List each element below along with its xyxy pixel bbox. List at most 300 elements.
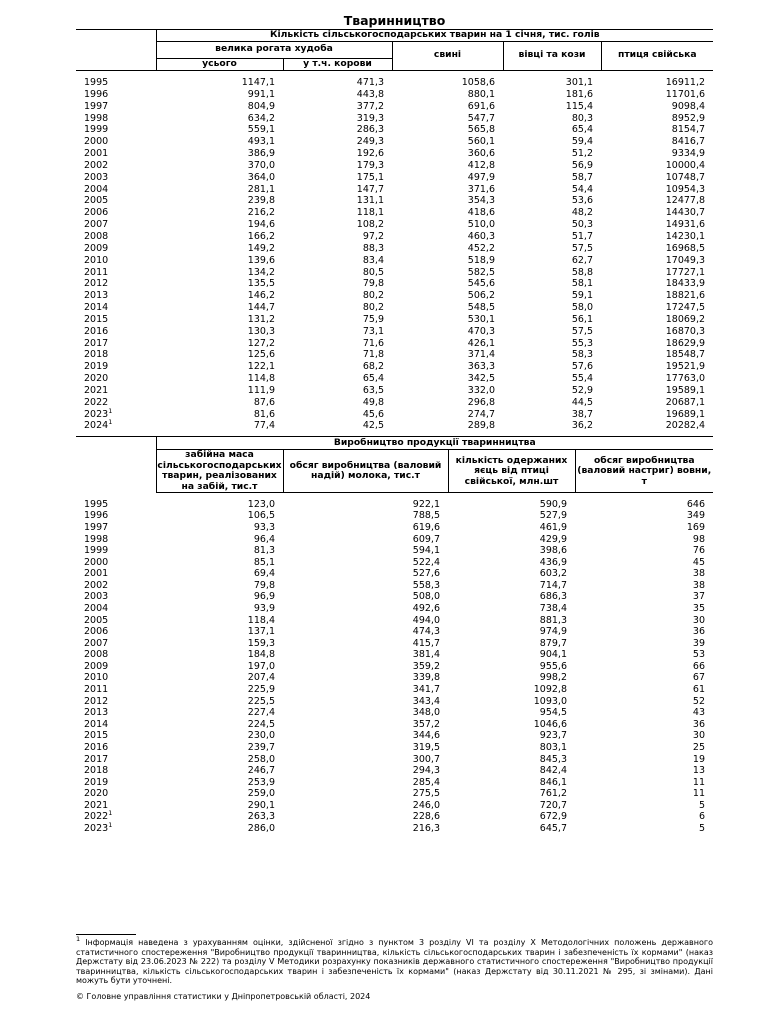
year-label: 2022 (84, 396, 109, 408)
value-cell: 127,2 (247, 337, 275, 349)
table-row (76, 207, 713, 219)
table-row (76, 823, 713, 835)
value-cell: 691,6 (467, 100, 495, 112)
year-cell (76, 811, 156, 823)
poultry-header: птиця свійська (601, 41, 713, 70)
slaughter-weight-header: забійна маса сільськогосподарських тварин, реалізованих на забій, тис.т (157, 449, 282, 492)
milk-header: обсяг виробництва (валовий надій) молока, тис.т (283, 450, 448, 493)
value-cell: 45 (692, 556, 705, 568)
value-cell: 497,9 (467, 171, 495, 183)
value-cell: 788,5 (412, 510, 440, 522)
year-cell (76, 788, 156, 800)
value-cell: 881,3 (539, 614, 567, 626)
value-cell: 38,7 (571, 408, 593, 420)
year-label: 2023 (84, 408, 109, 420)
year-cell (76, 267, 156, 279)
value-cell: 290,1 (247, 799, 275, 811)
year-cell (76, 545, 156, 557)
value-cell: 52,9 (571, 384, 593, 396)
value-cell: 761,2 (539, 788, 567, 800)
year-label: 1997 (84, 521, 109, 533)
value-cell: 194,6 (247, 219, 275, 231)
year-cell (76, 101, 156, 113)
year-label: 2006 (84, 207, 109, 219)
value-cell: 19 (692, 753, 705, 765)
value-cell: 14931,6 (665, 219, 706, 231)
value-cell: 96,4 (253, 533, 275, 545)
table-row (76, 255, 713, 267)
value-cell: 357,2 (412, 718, 440, 730)
value-cell: 12477,8 (665, 195, 706, 207)
value-cell: 558,3 (412, 579, 440, 591)
year-cell (76, 148, 156, 160)
value-cell: 285,4 (412, 776, 440, 788)
value-cell: 227,4 (247, 707, 275, 719)
table-row (76, 591, 713, 603)
value-cell: 25 (692, 741, 705, 753)
table-row (76, 510, 713, 522)
year-header-cell (76, 437, 156, 493)
value-cell: 106,5 (247, 510, 275, 522)
value-cell: 181,6 (565, 88, 593, 100)
table-row (76, 326, 713, 338)
value-cell: 545,6 (467, 278, 495, 290)
year-label: 2021 (84, 799, 109, 811)
value-cell: 51,7 (571, 230, 593, 242)
value-cell: 332,0 (467, 384, 495, 396)
value-cell: 415,7 (412, 637, 440, 649)
value-cell: 259,0 (247, 788, 275, 800)
year-label: 2016 (84, 741, 109, 753)
value-cell: 363,3 (467, 361, 495, 373)
value-cell: 57,5 (571, 325, 593, 337)
value-cell: 130,3 (247, 325, 275, 337)
footnote-ref: 1 (108, 821, 113, 829)
year-cell (76, 672, 156, 684)
year-label: 2002 (84, 159, 109, 171)
value-cell: 69,4 (253, 568, 275, 580)
table-row (76, 373, 713, 385)
value-cell: 508,0 (412, 591, 440, 603)
table-row (76, 649, 713, 661)
value-cell: 19589,1 (665, 384, 706, 396)
value-cell: 492,6 (412, 603, 440, 615)
value-cell: 61 (692, 684, 705, 696)
value-cell: 228,6 (412, 811, 440, 823)
table-row (76, 338, 713, 350)
value-cell: 364,0 (247, 171, 275, 183)
value-cell: 44,5 (571, 396, 593, 408)
year-cell (76, 777, 156, 789)
year-cell (76, 243, 156, 255)
value-cell: 803,1 (539, 741, 567, 753)
value-cell: 341,7 (412, 684, 440, 696)
year-cell (76, 568, 156, 580)
value-cell: 590,9 (539, 498, 567, 510)
value-cell: 246,7 (247, 765, 275, 777)
year-cell (76, 754, 156, 766)
value-cell: 53,6 (571, 195, 593, 207)
year-cell (76, 326, 156, 338)
value-cell: 59,1 (571, 290, 593, 302)
year-label: 2024 (84, 420, 109, 432)
value-cell: 470,3 (467, 325, 495, 337)
value-cell: 131,2 (247, 313, 275, 325)
value-cell: 493,1 (247, 136, 275, 148)
year-label: 2000 (84, 136, 109, 148)
value-cell: 80,2 (362, 302, 384, 314)
value-cell: 527,6 (412, 568, 440, 580)
value-cell: 904,1 (539, 649, 567, 661)
year-label: 2014 (84, 302, 109, 314)
value-cell: 80,2 (362, 290, 384, 302)
year-label: 2006 (84, 626, 109, 638)
value-cell: 559,1 (247, 124, 275, 136)
footnote-ref: 1 (108, 809, 113, 818)
footnote (76, 934, 713, 986)
value-cell: 418,6 (467, 207, 495, 219)
value-cell: 71,8 (362, 349, 384, 361)
year-cell (76, 219, 156, 231)
value-cell: 8416,7 (671, 136, 706, 148)
value-cell: 58,1 (571, 278, 593, 290)
value-cell: 955,6 (539, 660, 567, 672)
value-cell: 426,1 (467, 337, 495, 349)
year-label: 2020 (84, 788, 109, 800)
value-cell: 249,3 (356, 136, 384, 148)
table-row (76, 148, 713, 160)
value-cell: 436,9 (539, 556, 567, 568)
year-label: 2015 (84, 730, 109, 742)
table-row (76, 557, 713, 569)
value-cell: 118,1 (356, 207, 384, 219)
year-label: 2009 (84, 242, 109, 254)
year-cell (76, 800, 156, 812)
year-label: 2020 (84, 373, 109, 385)
year-cell (76, 397, 156, 409)
table-row (76, 231, 713, 243)
year-cell (76, 603, 156, 615)
value-cell: 98 (692, 533, 705, 545)
value-cell: 37 (692, 591, 705, 603)
value-cell: 1093,0 (533, 695, 567, 707)
year-cell (76, 580, 156, 592)
value-cell: 38 (692, 568, 705, 580)
value-cell: 1147,1 (241, 77, 275, 88)
table-row (76, 136, 713, 148)
year-label: 1996 (84, 510, 109, 522)
year-cell (76, 615, 156, 627)
year-label: 2016 (84, 325, 109, 337)
year-label: 2009 (84, 660, 109, 672)
value-cell: 48,2 (571, 207, 593, 219)
value-cell: 197,0 (247, 660, 275, 672)
value-cell: 93,3 (253, 521, 275, 533)
footnote-ref: 1 (108, 418, 113, 427)
table-row (76, 788, 713, 800)
year-label: 2007 (84, 219, 109, 231)
value-cell: 253,9 (247, 776, 275, 788)
table-row (76, 730, 713, 742)
value-cell: 274,7 (467, 408, 495, 420)
value-cell: 81,6 (253, 408, 275, 420)
year-cell (76, 719, 156, 731)
year-cell (76, 89, 156, 101)
year-label: 2000 (84, 556, 109, 568)
table-row (76, 615, 713, 627)
value-cell: 207,4 (247, 672, 275, 684)
value-cell: 5 (698, 799, 705, 811)
table-row (76, 684, 713, 696)
wool-header: обсяг виробництва (валовий настриг) вовни, т (575, 450, 713, 493)
value-cell: 225,9 (247, 684, 275, 696)
value-cell: 646 (686, 498, 705, 510)
value-cell: 522,4 (412, 556, 440, 568)
value-cell: 225,5 (247, 695, 275, 707)
value-cell: 30 (692, 614, 705, 626)
table-row (76, 696, 713, 708)
table-row (76, 707, 713, 719)
value-cell: 36,2 (571, 420, 593, 432)
year-label: 2001 (84, 568, 109, 580)
value-cell: 301,1 (565, 77, 593, 88)
year-cell (76, 278, 156, 290)
value-cell: 281,1 (247, 183, 275, 195)
table-row (76, 626, 713, 638)
value-cell: 19521,9 (665, 361, 706, 373)
year-label: 1998 (84, 112, 109, 124)
year-label: 2011 (84, 684, 109, 696)
value-cell: 66 (692, 660, 705, 672)
value-cell: 18069,2 (665, 313, 706, 325)
value-cell: 216,3 (412, 823, 440, 834)
table-row (76, 184, 713, 196)
value-cell: 16968,5 (665, 242, 706, 254)
value-cell: 530,1 (467, 313, 495, 325)
value-cell: 65,4 (362, 373, 384, 385)
value-cell: 286,0 (247, 823, 275, 834)
value-cell: 58,0 (571, 302, 593, 314)
cows-header: у т.ч. корови (283, 58, 392, 70)
value-cell: 18629,9 (665, 337, 706, 349)
year-cell (76, 591, 156, 603)
value-cell: 87,6 (253, 396, 275, 408)
livestock-production-table (76, 436, 713, 834)
value-cell: 36 (692, 718, 705, 730)
table-row (76, 89, 713, 101)
value-cell: 55,4 (571, 373, 593, 385)
table-row (76, 219, 713, 231)
value-cell: 804,9 (247, 100, 275, 112)
year-label: 2007 (84, 637, 109, 649)
year-label: 2013 (84, 707, 109, 719)
value-cell: 30 (692, 730, 705, 742)
value-cell: 53 (692, 649, 705, 661)
value-cell: 714,7 (539, 579, 567, 591)
table-row (76, 672, 713, 684)
value-cell: 339,8 (412, 672, 440, 684)
value-cell: 147,7 (356, 183, 384, 195)
table-row (76, 638, 713, 650)
copyright: © Головне управління статистики у Дніпропетровській області, 2024 (76, 992, 371, 1001)
value-cell: 672,9 (539, 811, 567, 823)
year-cell (76, 113, 156, 125)
table-row (76, 811, 713, 823)
value-cell: 880,1 (467, 88, 495, 100)
value-cell: 17727,1 (665, 266, 706, 278)
table2-caption: Виробництво продукції тваринництва (156, 437, 713, 450)
year-cell (76, 207, 156, 219)
value-cell: 139,6 (247, 254, 275, 266)
value-cell: 18548,7 (665, 349, 706, 361)
value-cell: 68,2 (362, 361, 384, 373)
year-cell (76, 420, 156, 432)
value-cell: 319,3 (356, 112, 384, 124)
value-cell: 71,6 (362, 337, 384, 349)
value-cell: 11 (692, 776, 705, 788)
value-cell: 125,6 (247, 349, 275, 361)
table-row (76, 77, 713, 89)
year-label: 2010 (84, 254, 109, 266)
year-cell (76, 124, 156, 136)
year-label: 2004 (84, 183, 109, 195)
value-cell: 42,5 (362, 420, 384, 432)
value-cell: 634,2 (247, 112, 275, 124)
value-cell: 73,1 (362, 325, 384, 337)
table-row (76, 568, 713, 580)
table1-caption: Кількість сільськогосподарських тварин на 1 січня, тис. голів (156, 30, 713, 42)
value-cell: 582,5 (467, 266, 495, 278)
value-cell: 85,1 (253, 556, 275, 568)
value-cell: 35 (692, 603, 705, 615)
value-cell: 1092,8 (533, 684, 567, 696)
table-row (76, 397, 713, 409)
value-cell: 370,0 (247, 159, 275, 171)
year-label: 2021 (84, 384, 109, 396)
value-cell: 80,5 (362, 266, 384, 278)
table-row (76, 742, 713, 754)
year-label: 1999 (84, 124, 109, 136)
value-cell: 460,3 (467, 230, 495, 242)
year-cell (76, 406, 156, 421)
table-row (76, 522, 713, 534)
value-cell: 377,2 (356, 100, 384, 112)
value-cell: 88,3 (362, 242, 384, 254)
year-cell (76, 77, 156, 89)
value-cell: 79,8 (253, 579, 275, 591)
value-cell: 645,7 (539, 823, 567, 834)
value-cell: 974,9 (539, 626, 567, 638)
value-cell: 59,4 (571, 136, 593, 148)
value-cell: 5 (698, 823, 705, 834)
value-cell: 289,8 (467, 420, 495, 432)
year-cell (76, 522, 156, 534)
value-cell: 56,1 (571, 313, 593, 325)
value-cell: 16911,2 (665, 77, 706, 88)
year-label: 2005 (84, 195, 109, 207)
year-label: 2001 (84, 148, 109, 160)
value-cell: 548,5 (467, 302, 495, 314)
value-cell: 169 (686, 521, 705, 533)
value-cell: 1046,6 (533, 718, 567, 730)
footnote-divider (76, 934, 136, 935)
value-cell: 263,3 (247, 811, 275, 823)
value-cell: 319,5 (412, 741, 440, 753)
year-label: 2023 (84, 823, 109, 834)
table-row (76, 278, 713, 290)
value-cell: 67 (692, 672, 705, 684)
value-cell: 81,3 (253, 545, 275, 557)
value-cell: 6 (698, 811, 705, 823)
year-label: 2012 (84, 695, 109, 707)
value-cell: 474,3 (412, 626, 440, 638)
value-cell: 54,4 (571, 183, 593, 195)
value-cell: 286,3 (356, 124, 384, 136)
value-cell: 738,4 (539, 603, 567, 615)
value-cell: 135,5 (247, 278, 275, 290)
pigs-header: свині (392, 41, 503, 70)
value-cell: 342,5 (467, 373, 495, 385)
value-cell: 619,6 (412, 521, 440, 533)
value-cell: 10748,7 (665, 171, 706, 183)
value-cell: 518,9 (467, 254, 495, 266)
value-cell: 371,4 (467, 349, 495, 361)
table-row (76, 420, 713, 432)
value-cell: 1058,6 (461, 77, 495, 88)
year-cell (76, 195, 156, 207)
value-cell: 879,7 (539, 637, 567, 649)
value-cell: 560,1 (467, 136, 495, 148)
table-row (76, 534, 713, 546)
year-cell (76, 823, 156, 835)
value-cell: 144,7 (247, 302, 275, 314)
value-cell: 52 (692, 695, 705, 707)
year-cell (76, 510, 156, 522)
value-cell: 18821,6 (665, 290, 706, 302)
year-label: 1995 (84, 77, 109, 88)
table2-body (76, 499, 713, 835)
table-row (76, 101, 713, 113)
year-cell (76, 338, 156, 350)
cattle-group-header: велика рогата худоба (156, 41, 392, 58)
value-cell: 230,0 (247, 730, 275, 742)
year-label: 1996 (84, 88, 109, 100)
value-cell: 80,3 (571, 112, 593, 124)
year-label: 2010 (84, 672, 109, 684)
year-label: 2004 (84, 603, 109, 615)
value-cell: 20687,1 (665, 396, 706, 408)
year-label: 1997 (84, 100, 109, 112)
year-label: 1998 (84, 533, 109, 545)
value-cell: 10000,4 (665, 159, 706, 171)
year-cell (76, 557, 156, 569)
table-row (76, 800, 713, 812)
value-cell: 8952,9 (671, 112, 706, 124)
value-cell: 224,5 (247, 718, 275, 730)
year-label: 2015 (84, 313, 109, 325)
value-cell: 349 (686, 510, 705, 522)
year-cell (76, 626, 156, 638)
value-cell: 381,4 (412, 649, 440, 661)
table-row (76, 765, 713, 777)
value-cell: 429,9 (539, 533, 567, 545)
value-cell: 443,8 (356, 88, 384, 100)
cattle-total-header: усього (156, 58, 283, 70)
value-cell: 17247,5 (665, 302, 706, 314)
eggs-header: кількість одержаних яєць від птиці свійської, млн.шт (448, 450, 575, 493)
value-cell: 506,2 (467, 290, 495, 302)
year-cell (76, 255, 156, 267)
